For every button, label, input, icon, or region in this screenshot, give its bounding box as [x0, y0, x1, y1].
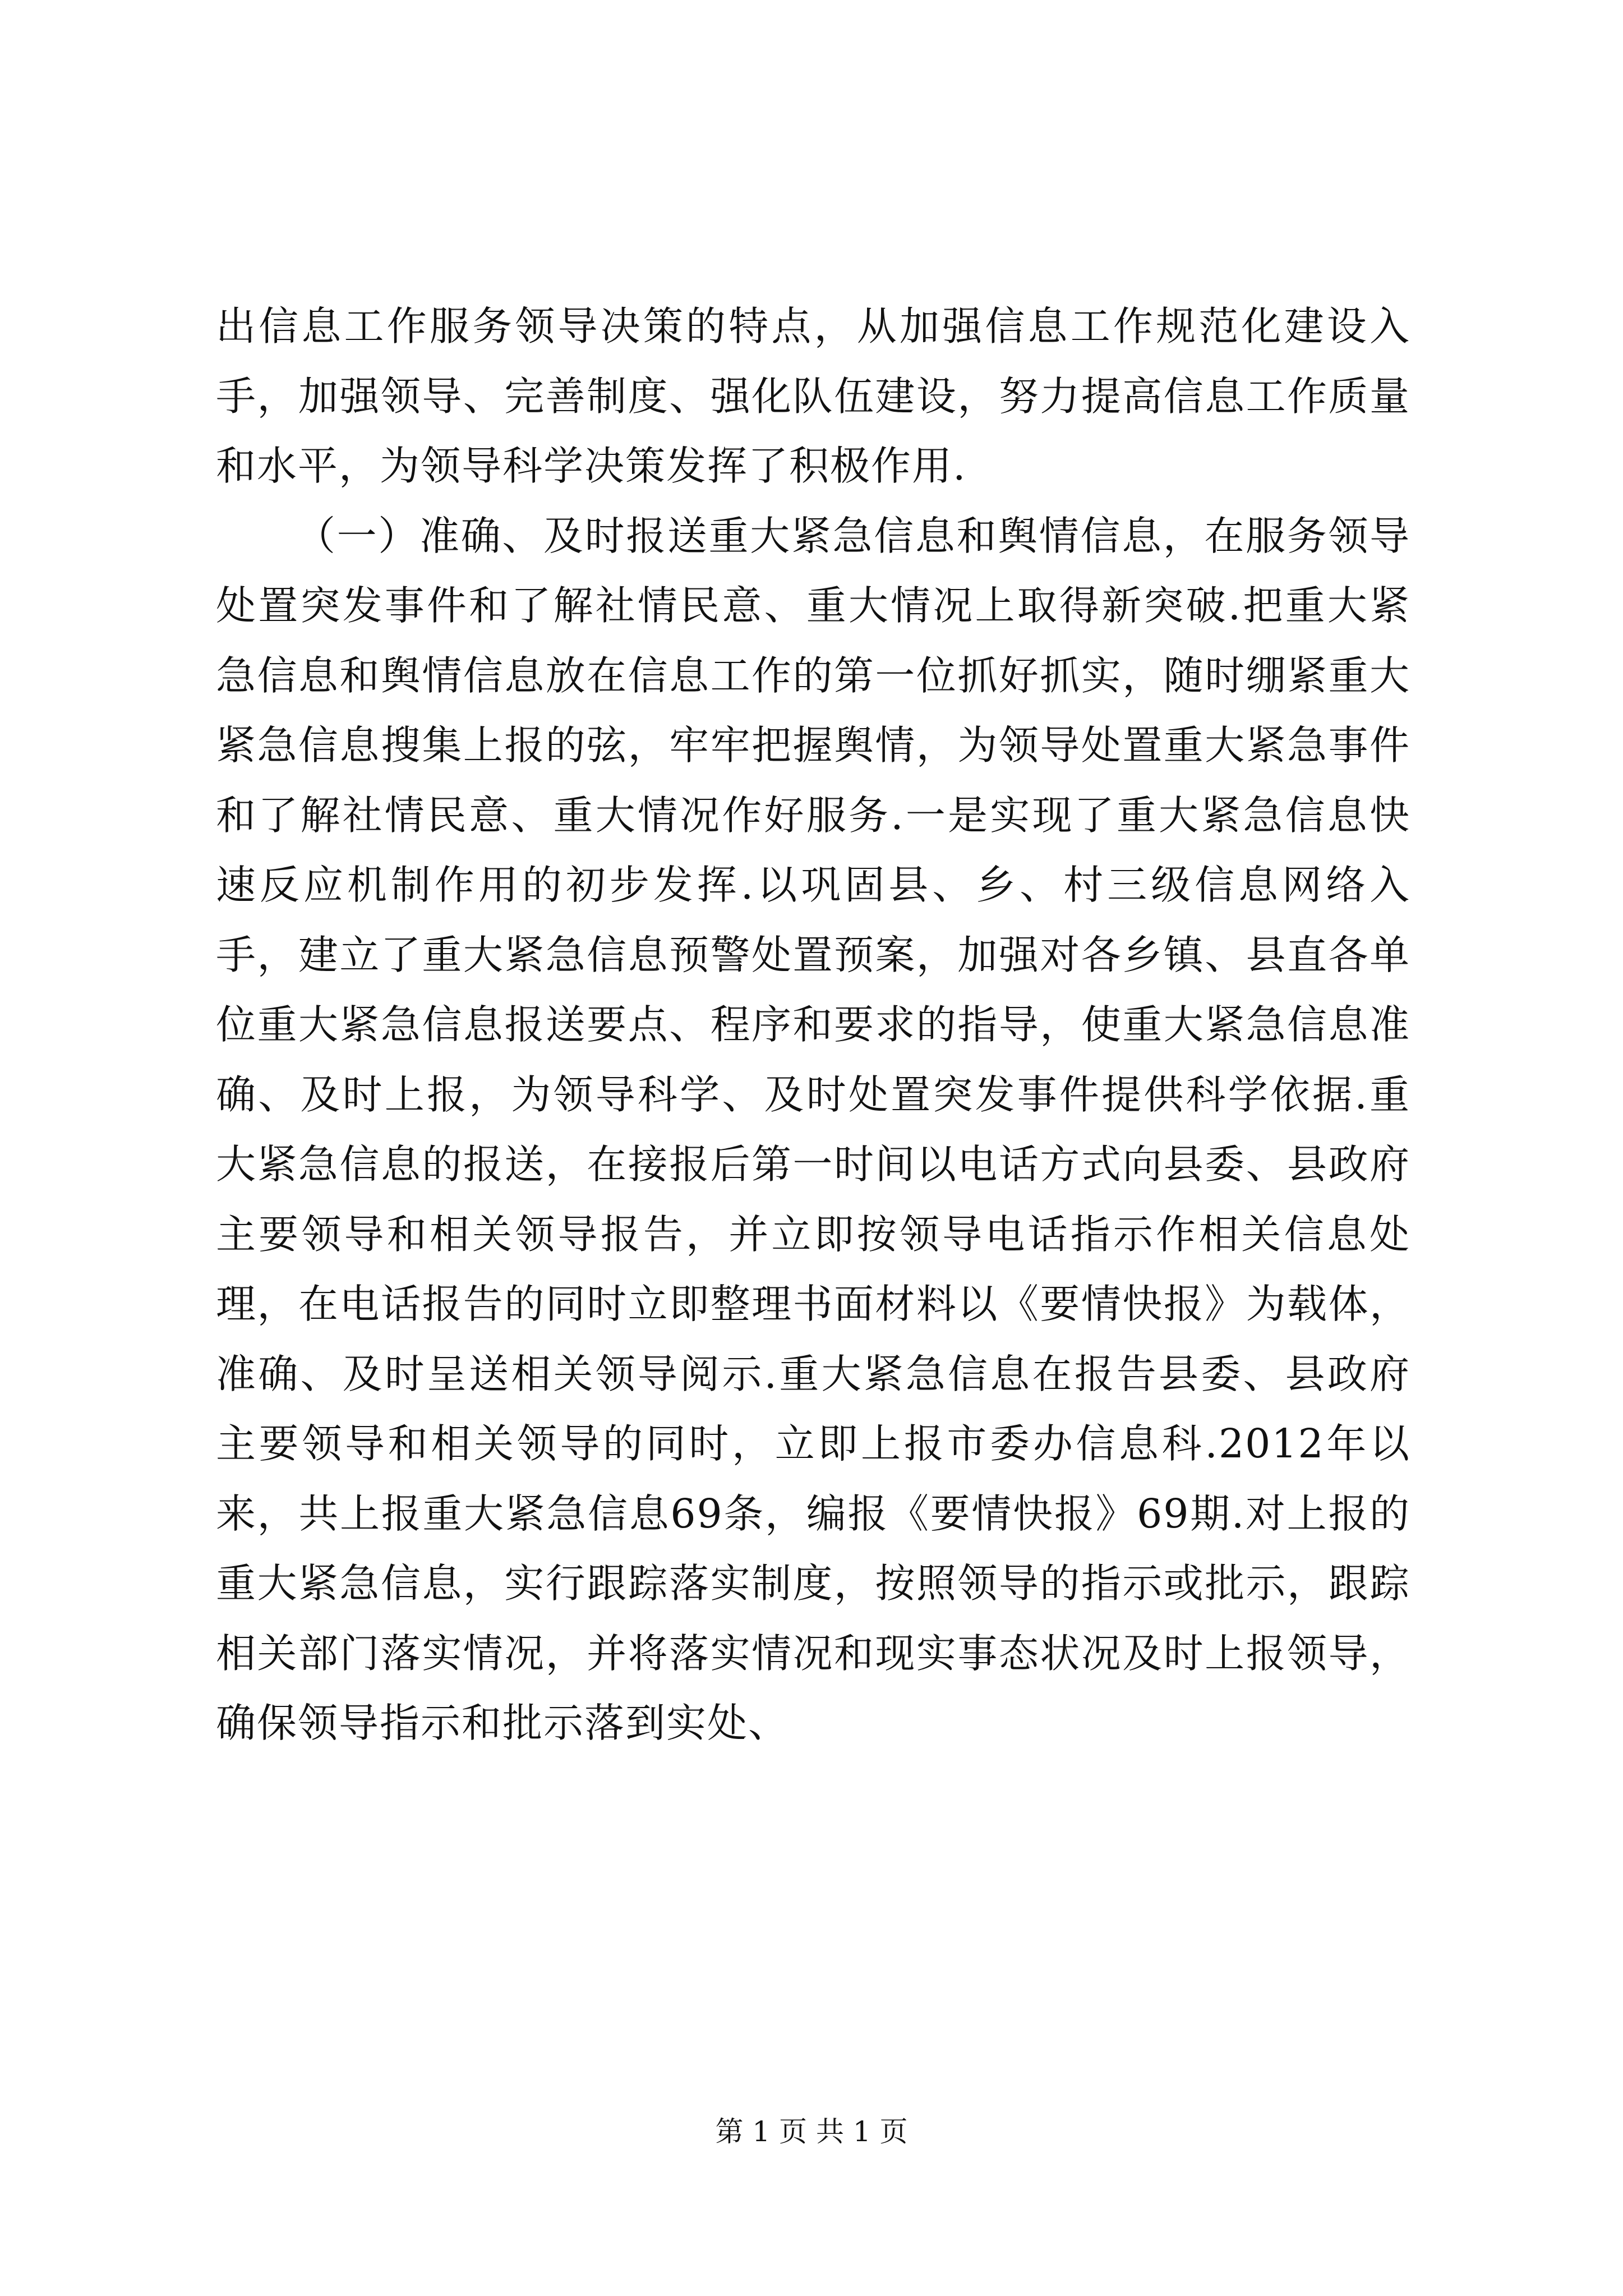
paragraph-1: 出信息工作服务领导决策的特点，从加强信息工作规范化建设入手，加强领导、完善制度、强化队伍建设，努力提高信息工作质量和水平，为领导科学决策发挥了积极作用.: [216, 303, 1410, 489]
document-body: [216, 292, 1410, 1759]
paragraph-2: （一）准确、及时报送重大紧急信息和舆情信息，在服务领导处置突发事件和了解社情民意、重大情况上取得新突破.把重大紧急信息和舆情信息放在信息工作的第一位抓好抓实，随时绷紧重大紧急信息搜集上报的弦，牢牢把握舆情，为领导处置重大紧急事件和了解社情民意、重大情况作好服务.一是实现了重大紧急信息快速反应机制作用的初步发挥.以巩固县、乡、村三级信息网络入手，建立了重大紧急信息预警处置预案，加强对各乡镇、县直各单位重大紧急信息报送要点、程序和要求的指导，使重大紧急信息准确、及时上报，为领导科学、及时处置突发事件提供科学依据.重大紧急信息的报送，在接报后第一时间以电话方式向县委、县政府主要领导和相关领导报告，并立即按领导电话指示作相关信息处理，在电话报告的同时立即整理书面材料以《要情快报》为载体，准确、及时呈送相关领导阅示.重大紧急信息在报告县委、县政府主要领导和相关领导的同时，立即上报市委办信息科.2012年以来，共上报重大紧急信息69条，编报《要情快报》69期.对上报的重大紧急信息，实行跟踪落实制度，按照领导的指示或批示，跟踪相关部门落实情况，并将落实情况和现实事态状况及时上报领导，确保领导指示和批示落到实处、: [216, 512, 1410, 1746]
page-number-footer: 第 1 页 共 1 页: [715, 2115, 908, 2148]
